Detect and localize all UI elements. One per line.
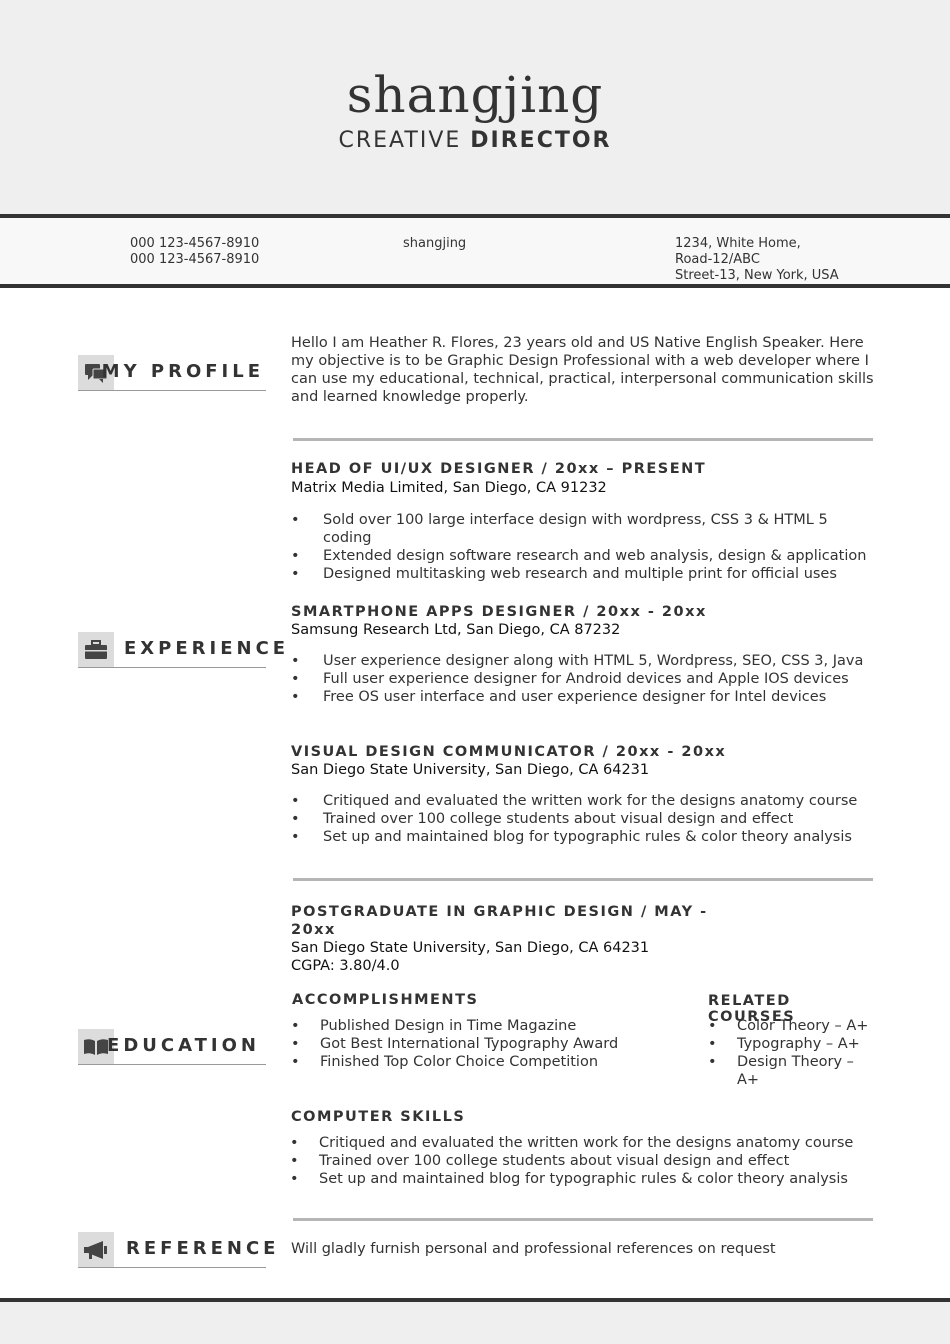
list-item: • Set up and maintained blog for typographic rules & color theory analysis xyxy=(290,1170,890,1188)
education-heading xyxy=(78,1029,266,1065)
megaphone-icon xyxy=(78,1232,114,1267)
handle[interactable]: shangjing xyxy=(403,236,467,251)
phone-list xyxy=(130,236,259,268)
profile-label: MY PROFILE xyxy=(101,361,264,382)
address-line: Road-12/ABC xyxy=(675,252,760,267)
job-title xyxy=(0,128,950,153)
degree-title xyxy=(291,903,711,939)
courses-title-box xyxy=(708,993,838,1025)
briefcase-icon xyxy=(78,632,114,667)
list-item: • Finished Top Color Choice Competition xyxy=(291,1053,691,1071)
divider xyxy=(293,1218,873,1221)
resume-header xyxy=(0,0,950,214)
phone-1[interactable]: 000 123-4567-8910 xyxy=(130,236,260,251)
degree-cgpa: CGPA: 3.80/4.0 xyxy=(291,958,400,974)
computer-skills-list xyxy=(290,1134,890,1188)
list-item: • Critiqued and evaluated the written work for the designs anatomy course xyxy=(290,1134,890,1152)
job-2-company: Samsung Research Ltd, San Diego, CA 87232 xyxy=(291,622,621,638)
list-item: • Design Theory – A+ xyxy=(708,1053,858,1089)
list-item: • Full user experience designer for Android devices and Apple IOS devices xyxy=(291,670,891,688)
list-item: • Designed multitasking web research and multiple print for official uses xyxy=(291,565,871,583)
education-label: EDUCATION xyxy=(107,1035,260,1056)
address-line: 1234, White Home, xyxy=(675,236,801,251)
list-item: • Free OS user interface and user experience designer for Intel devices xyxy=(291,688,891,706)
divider xyxy=(293,438,873,441)
reference-heading xyxy=(78,1232,280,1268)
footer xyxy=(0,1302,950,1344)
accomplishments-title: ACCOMPLISHMENTS xyxy=(292,992,479,1008)
divider xyxy=(293,878,873,881)
list-item: • Published Design in Time Magazine xyxy=(291,1017,691,1035)
job-title-light: CREATIVE xyxy=(338,128,462,153)
job-1-bullets xyxy=(291,511,871,594)
experience-heading xyxy=(78,632,290,668)
job-3-title: VISUAL DESIGN COMMUNICATOR / 20xx - 20xx xyxy=(291,744,727,760)
reference-text: Will gladly furnish personal and professional references on request xyxy=(291,1241,776,1257)
contact-bar xyxy=(0,218,950,284)
experience-label: EXPERIENCE xyxy=(124,638,290,659)
job-3-bullets xyxy=(291,792,891,846)
list-item: • Typography – A+ xyxy=(708,1035,878,1053)
list-item: • Trained over 100 college students about visual design and effect xyxy=(290,1152,890,1170)
reference-label: REFERENCE xyxy=(126,1238,280,1259)
list-item: • User experience designer along with HTML 5, Wordpress, SEO, CSS 3, Java xyxy=(291,652,891,670)
degree-title-line: 20xx xyxy=(291,922,336,938)
job-1-title: HEAD OF UI/UX DESIGNER / 20xx – PRESENT xyxy=(291,461,707,477)
address-line: Street-13, New York, USA xyxy=(675,268,839,283)
phone-2[interactable]: 000 123-4567-8910 xyxy=(130,252,260,267)
contact-rule xyxy=(0,284,950,288)
job-3-company: San Diego State University, San Diego, CA 64231 xyxy=(291,762,650,778)
list-item: • Set up and maintained blog for typographic rules & color theory analysis xyxy=(291,828,891,846)
address xyxy=(675,236,875,283)
degree-title-line: POSTGRADUATE IN GRAPHIC DESIGN / MAY - xyxy=(291,904,708,920)
profile-text: Hello I am Heather R. Flores, 23 years old and US Native English Speaker. Here my objective is to be Graphic Design Professional with a web developer where I can use my educational, technical, practical, interpersonal communication skills and learned knowledge properly. xyxy=(291,335,874,405)
computer-skills-title: COMPUTER SKILLS xyxy=(291,1109,466,1125)
degree-block xyxy=(291,903,711,974)
profile-heading xyxy=(78,355,266,391)
accomplishments-list xyxy=(291,1017,691,1071)
job-title-bold: DIRECTOR xyxy=(470,128,612,153)
list-item: • Got Best International Typography Award xyxy=(291,1035,691,1053)
degree-school: San Diego State University, San Diego, CA 64231 xyxy=(291,940,650,956)
list-item: • Sold over 100 large interface design with wordpress, CSS 3 & HTML 5 coding xyxy=(291,511,871,547)
list-item: • Color Theory – A+ xyxy=(708,1017,878,1035)
job-2-title: SMARTPHONE APPS DESIGNER / 20xx - 20xx xyxy=(291,604,707,620)
courses-list xyxy=(708,1017,878,1089)
job-2-bullets xyxy=(291,652,891,706)
list-item: • Trained over 100 college students about visual design and effect xyxy=(291,810,891,828)
person-name: shangjing xyxy=(346,66,604,124)
job-1-company: Matrix Media Limited, San Diego, CA 91232 xyxy=(291,480,607,496)
courses-title: RELATED COURSES xyxy=(708,993,796,1025)
list-item: • Extended design software research and web analysis, design & application xyxy=(291,547,871,565)
list-item: • Critiqued and evaluated the written work for the designs anatomy course xyxy=(291,792,891,810)
